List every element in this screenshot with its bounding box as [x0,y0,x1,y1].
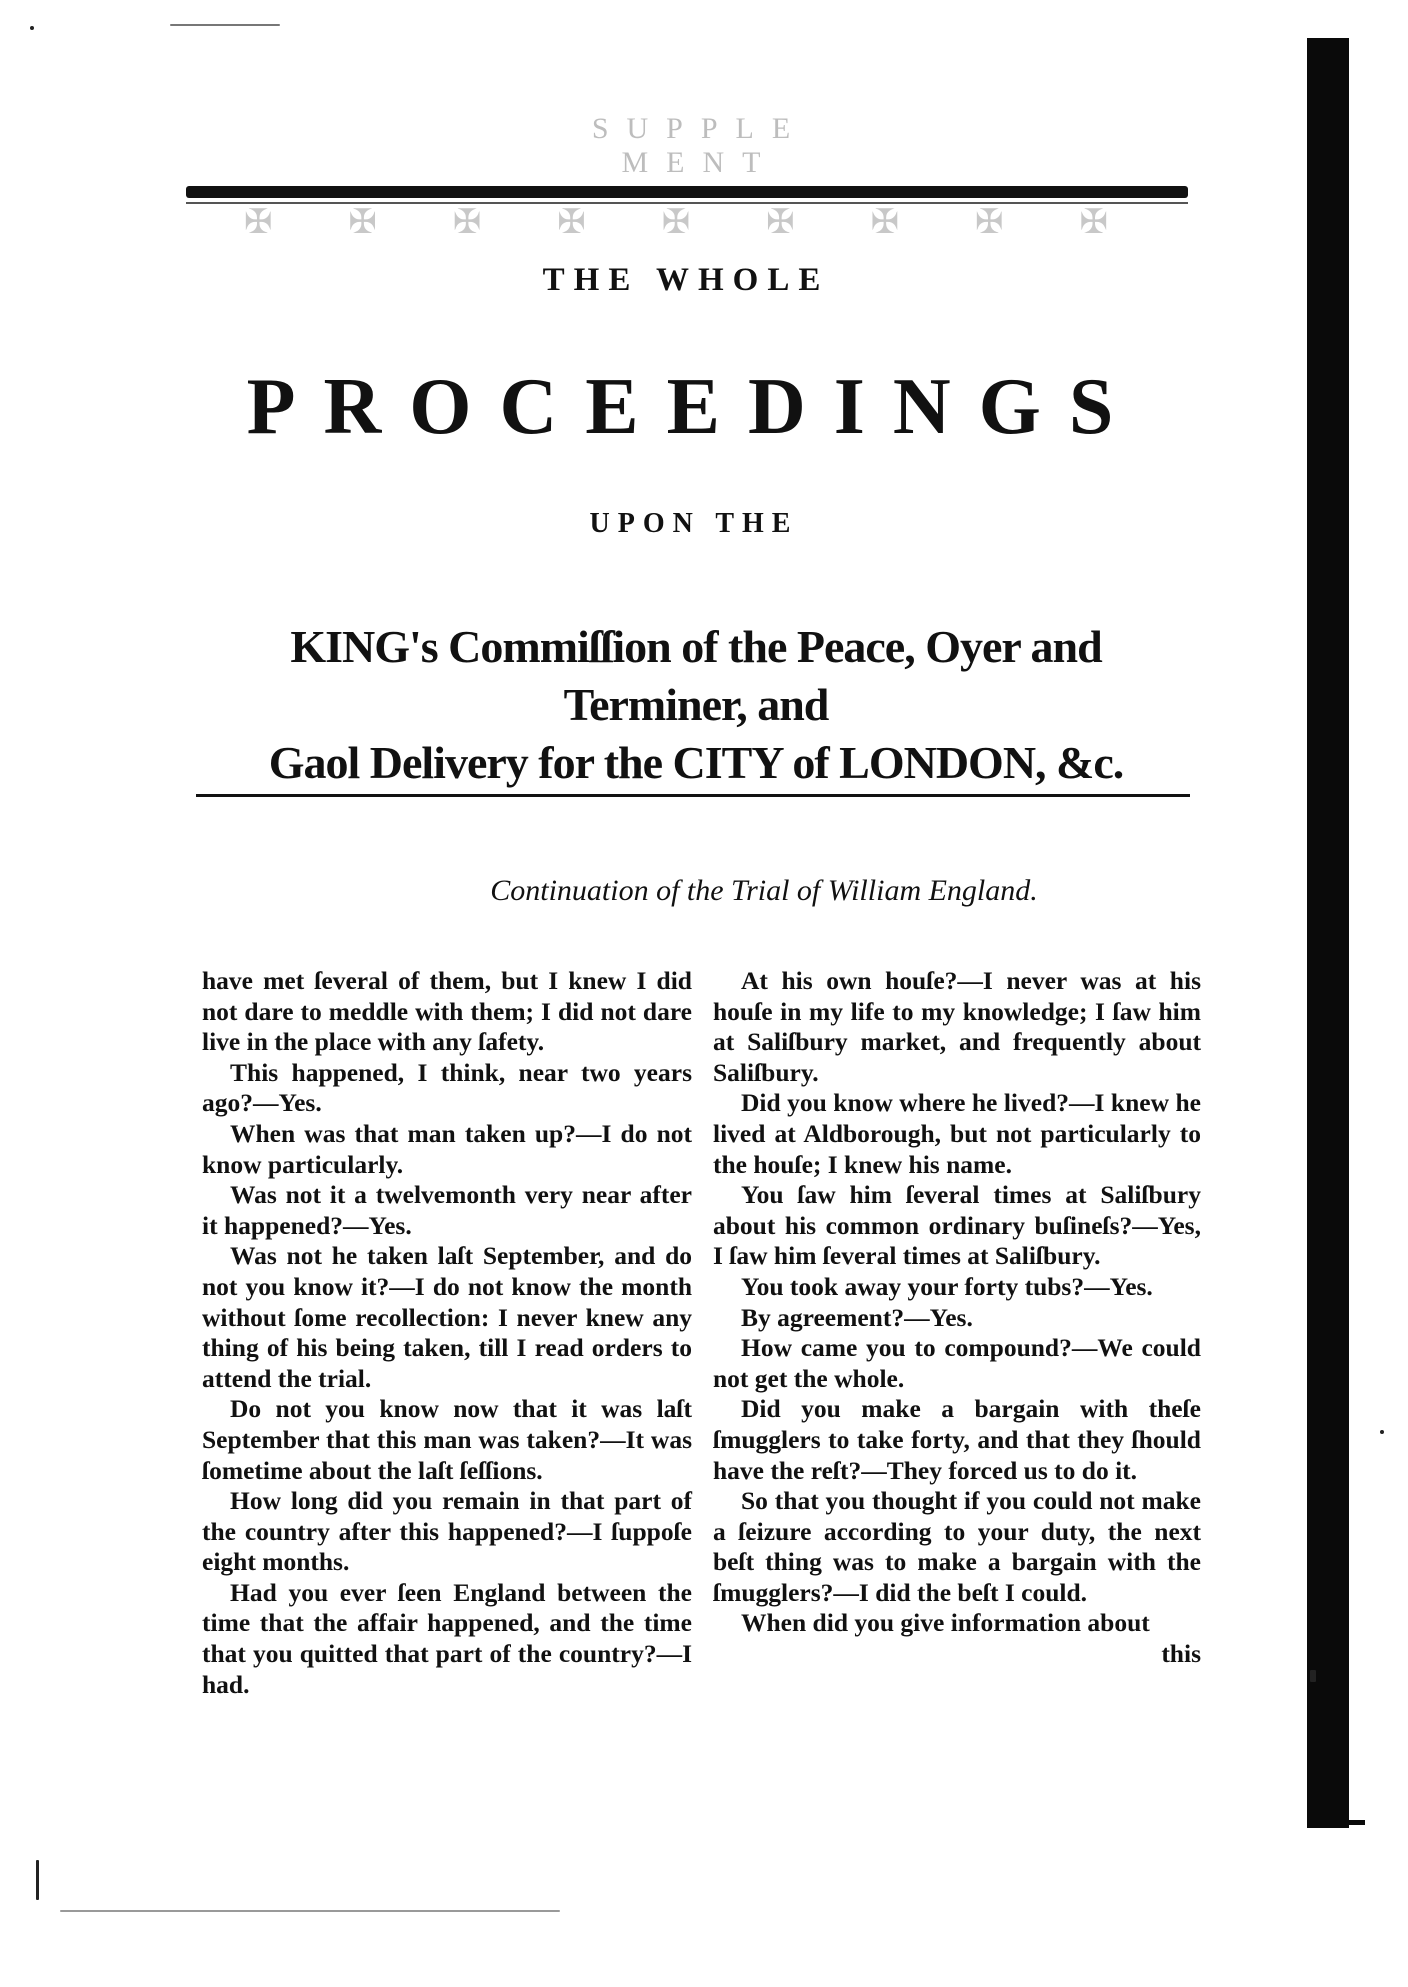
scan-speck [36,1860,39,1900]
binding-edge-foot [1343,1820,1365,1825]
ornament-glyph: ✠ [870,204,900,241]
scan-speck [170,24,280,26]
ornament-glyph: ✠ [348,204,377,241]
subtitle [196,618,1196,792]
paragraph: When did you give information about [741,1608,1150,1638]
section-heading: Continuation of the Trial of William England. [490,874,1038,907]
paragraph: How came you to compound?—We could not get the whole. [713,1333,1201,1393]
ornament-glyph: ✠ [975,204,1004,241]
paragraph: By agreement?—Yes. [741,1302,973,1332]
paragraph: So that you thought if you could not make a ſeizure according to your duty, the next beſt thing was to make a bargain with the ſmugglers?—I did the beſt I could. [713,1486,1201,1607]
paragraph: You ſaw him ſeveral times at Saliſbury about his common ordinary buſineſs?—Yes, I ſaw him ſeveral times at Saliſbury. [713,1180,1201,1271]
paragraph: When was that man taken up?—I do not know particularly. [202,1118,692,1179]
paragraph: have met ſeveral of them, but I knew I did not dare to meddle with them; I did not dare live in the place with any ſafety. [202,966,692,1057]
ornament-glyph: ✠ [557,204,586,241]
scan-speck [1310,1670,1316,1682]
paragraph: Was not he taken laſt September, and do not you know it?—I do not know the month without ſome recollection: I never knew any thing of his being taken, till I read orders to attend the trial. [202,1241,692,1393]
ornament-glyph: ✠ [766,204,795,241]
scan-speck [1380,1430,1384,1434]
ornament-glyph: ✠ [1079,204,1108,241]
catchword: this [1161,1639,1201,1669]
paragraph: At his own houſe?—I never was at his houſe in my life to my knowledge; I ſaw him at Saliſbury market, and frequently about Saliſbury. [713,966,1201,1087]
paragraph: Did you know where he lived?—I knew he lived at Aldborough, but not particularly to the houſe; I knew his name. [713,1088,1201,1179]
left-column [202,966,692,1700]
paragraph: This happened, I think, near two years ago?—Yes. [202,1057,692,1118]
paragraph: Had you ever ſeen England between the time that the affair happened, and the time that you quitted that part of the country?—I had. [202,1577,692,1699]
paragraph: Do not you know now that it was laſt September that this man was taken?—It was ſometime about the laſt ſeſſions. [202,1394,692,1485]
title-the-whole: THE WHOLE [542,262,830,298]
scan-speck [30,26,34,30]
subtitle-line-1: KING's Commiſſion of the Peace, Oyer and Terminer, and [290,621,1102,730]
ornament-glyph: ✠ [243,204,273,241]
ornament-band [206,202,1146,242]
binding-edge [1307,38,1349,1828]
faint-running-head: SUPPLE MENT [591,112,809,179]
right-column [713,966,1201,1670]
paragraph: How long did you remain in that part of the country after this happened?—I ſuppoſe eight months. [202,1486,692,1577]
top-rule [186,186,1188,198]
subtitle-line-2: Gaol Delivery for the CITY of LONDON, &c. [268,737,1124,788]
title-upon-the: UPON THE [589,508,799,539]
title-proceedings: PROCEEDINGS [246,363,1142,451]
ornament-glyph: ✠ [452,204,482,241]
scan-speck [60,1910,560,1912]
section-rule [196,794,1190,797]
paragraph: You took away your forty tubs?—Yes. [741,1271,1153,1301]
paragraph: Did you make a bargain with theſe ſmugglers to take forty, and that they ſhould have the reſt?—They forced us to do it. [713,1394,1201,1485]
ornament-glyph: ✠ [661,204,691,241]
paragraph: Was not it a twelvemonth very near after it happened?—Yes. [202,1180,692,1240]
